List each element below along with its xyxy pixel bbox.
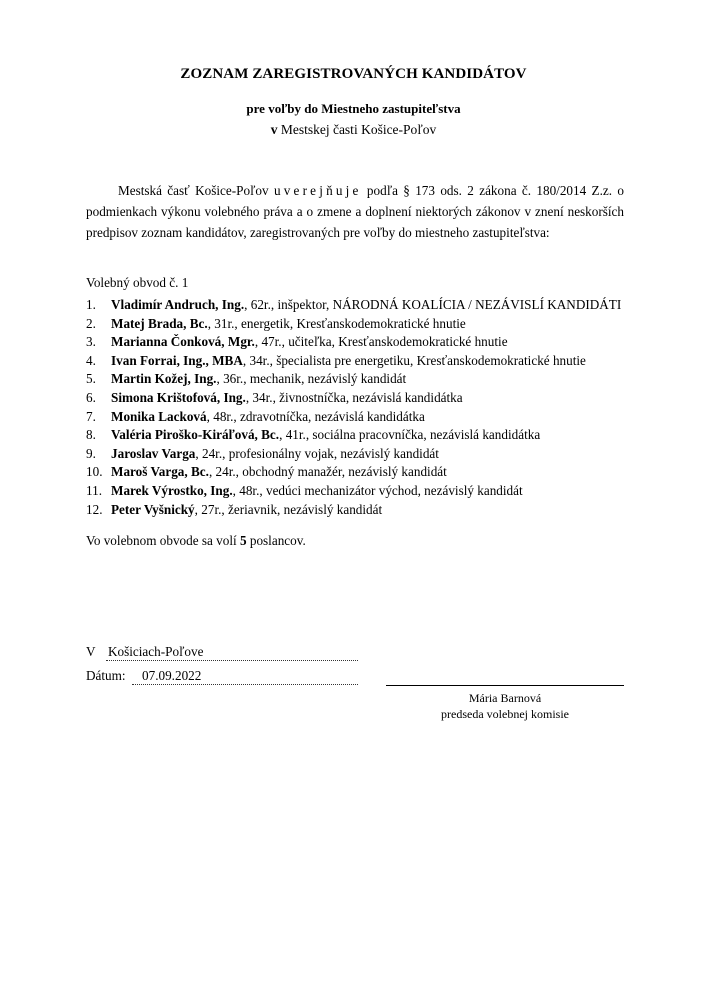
candidate-item — [86, 426, 631, 445]
date-row — [86, 668, 358, 684]
candidate-name: Simona Krištofová, Ing. — [111, 389, 246, 405]
candidate-item — [86, 501, 631, 520]
document-subtitle: pre voľby do Miestneho zastupiteľstva — [246, 101, 461, 116]
candidate-number: 3. — [86, 334, 96, 350]
candidate-details: , 27r., žeriavnik, nezávislý kandidát — [194, 501, 383, 517]
place-label: V — [86, 644, 96, 659]
candidate-item — [86, 352, 631, 371]
candidate-details: , 48r., zdravotníčka, nezávislá kandidátka — [206, 408, 425, 424]
candidate-number: 1. — [86, 297, 96, 312]
candidate-number: 11. — [86, 482, 102, 498]
candidate-number: 9. — [86, 445, 96, 461]
signature-block — [386, 690, 624, 722]
signatory-role: predseda volebnej komisie — [441, 707, 569, 721]
location-text: Mestskej časti Košice-Poľov — [277, 122, 437, 137]
candidate-details: , 24r., obchodný manažér, nezávislý kandidát — [208, 464, 447, 480]
candidate-number: 5. — [86, 371, 96, 387]
seats-sentence — [86, 533, 306, 549]
place-value: Košiciach-Poľove — [106, 644, 358, 661]
candidate-number: 10. — [86, 464, 103, 480]
intro-part2: podľa § 173 ods. 2 zákona č. 180/2014 Z.z. o podmienkach výkonu volebného práva a o zmene a doplnení niektorých zákonov v znení neskorších predpisov zoznam kandidátov, zaregistrovaných pre voľby do miestneho zastupiteľstva: — [86, 183, 624, 240]
candidate-details: , 34r., živnostníčka, nezávislá kandidátka — [245, 389, 463, 405]
date-value: 07.09.2022 — [132, 668, 358, 685]
candidate-item — [86, 463, 631, 482]
candidate-number: 2. — [86, 315, 96, 331]
candidate-item — [86, 333, 631, 352]
candidate-name: Peter Vyšnický — [111, 501, 195, 517]
candidate-item — [86, 389, 631, 408]
place-row — [86, 644, 358, 660]
candidate-details: , 41r., sociálna pracovníčka, nezávislá kandidátka — [279, 427, 541, 443]
candidate-name: Ivan Forrai, Ing., MBA — [111, 352, 243, 368]
seats-prefix: Vo volebnom obvode sa volí — [86, 533, 240, 548]
location-prefix: v — [270, 122, 278, 137]
candidate-name: Valéria Piroško-Kiráľová, Bc. — [111, 427, 280, 443]
candidate-name: Vladimír Andruch, Ing. — [111, 297, 245, 312]
candidate-number: 4. — [86, 352, 96, 368]
candidate-name: Jaroslav Varga — [111, 445, 196, 461]
candidate-number: 6. — [86, 389, 96, 405]
candidate-item — [86, 315, 631, 334]
candidate-name: Marianna Čonková, Mgr. — [111, 334, 255, 350]
candidate-item — [86, 296, 631, 315]
candidate-item — [86, 370, 631, 389]
seats-count: 5 — [239, 533, 247, 548]
candidate-item — [86, 408, 631, 427]
intro-paragraph — [86, 180, 624, 243]
candidate-details: , 31r., energetik, Kresťanskodemokratické hnutie — [207, 315, 466, 331]
candidate-number: 12. — [86, 501, 103, 517]
candidate-name: Martin Kožej, Ing. — [111, 371, 217, 387]
candidate-details: , 24r., profesionálny vojak, nezávislý kandidát — [195, 445, 439, 461]
candidate-details: , 62r., inšpektor, NÁRODNÁ KOALÍCIA / NEZÁVISLÍ KANDIDÁTI — [244, 297, 622, 312]
candidate-item — [86, 445, 631, 464]
candidate-number: 7. — [86, 408, 96, 424]
candidate-name: Matej Brada, Bc. — [111, 315, 208, 331]
candidate-name: Monika Lacková — [111, 408, 207, 424]
signature-line — [386, 685, 624, 686]
candidate-name: Maroš Varga, Bc. — [111, 464, 209, 480]
signatory-name: Mária Barnová — [468, 691, 542, 705]
date-label: Dátum: — [86, 668, 126, 683]
candidate-details: , 47r., učiteľka, Kresťanskodemokratické hnutie — [254, 334, 508, 350]
candidate-name: Marek Výrostko, Ing. — [111, 482, 233, 498]
intro-spaced-word: uverejňuje — [273, 183, 362, 198]
candidate-list — [86, 296, 631, 519]
district-label: Volebný obvod č. 1 — [86, 275, 189, 290]
candidate-item — [86, 482, 631, 501]
seats-suffix: poslancov. — [246, 533, 306, 548]
document-location-line — [0, 122, 707, 138]
intro-part1: Mestská časť Košice-Poľov — [118, 183, 274, 198]
candidate-details: , 48r., vedúci mechanizátor východ, nezávislý kandidát — [232, 482, 523, 498]
candidate-number: 8. — [86, 427, 96, 443]
candidate-details: , 34r., špecialista pre energetiku, Kresťanskodemokratické hnutie — [242, 352, 586, 368]
document-title: ZOZNAM ZAREGISTROVANÝCH KANDIDÁTOV — [180, 66, 527, 82]
candidate-details: , 36r., mechanik, nezávislý kandidát — [216, 371, 407, 387]
